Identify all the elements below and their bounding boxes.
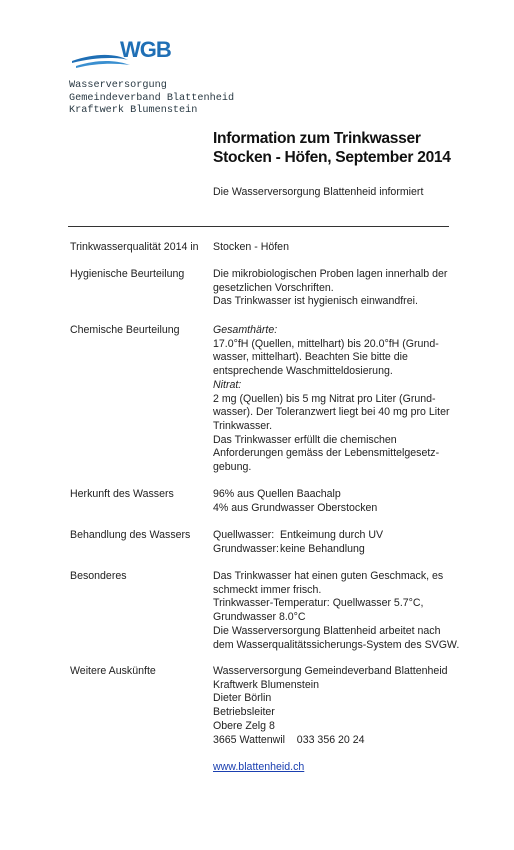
text-line: Anforderungen gemäss der Lebensmittelgesetz-: [213, 447, 440, 460]
text-line: Das Trinkwasser erfüllt die chemischen: [213, 433, 397, 446]
text-line: Kraftwerk Blumenstein: [213, 678, 319, 691]
text-line: 4% aus Grundwasser Oberstocken: [213, 501, 378, 514]
text-line: Dieter Börlin: [213, 692, 272, 705]
label-treatment: Behandlung des Wassers: [70, 529, 191, 541]
text-line: entsprechende Waschmitteldosierung.: [213, 365, 393, 378]
text-line: gebung.: [213, 461, 252, 474]
label-origin: Herkunft des Wassers: [70, 488, 174, 500]
value-quality-location: [213, 241, 289, 255]
text-line: 2 mg (Quellen) bis 5 mg Nitrat pro Liter (Grund-: [213, 392, 436, 405]
website-link[interactable]: www.blattenheid.ch: [213, 761, 305, 773]
title-line: Information zum Trinkwasser: [213, 130, 421, 147]
org-line: Kraftwerk Blumenstein: [69, 105, 198, 117]
value-hygiene: [213, 268, 447, 309]
text-line: wasser). Der Toleranzwert liegt bei 40 mg pro Liter: [213, 406, 450, 419]
svg-text:WGB: WGB: [120, 37, 171, 62]
text-line: schmeckt immer frisch.: [213, 583, 322, 596]
treatment-row: [213, 529, 383, 543]
treatment-value: Entkeimung durch UV: [280, 529, 384, 541]
wgb-logo: [70, 35, 190, 75]
hardness-heading: Gesamthärte:: [213, 324, 278, 336]
label-contact: Weitere Auskünfte: [70, 665, 156, 677]
title-line: Stocken - Höfen, September 2014: [213, 149, 451, 166]
text-line: Das Trinkwasser ist hygienisch einwandfrei.: [213, 295, 418, 308]
organisation-block: [69, 80, 234, 118]
text-line: Obere Zelg 8: [213, 719, 275, 732]
text-line: 96% aus Quellen Baachalp: [213, 488, 341, 500]
value-chemical: [213, 324, 450, 475]
text-line: Stocken - Höfen: [213, 241, 289, 253]
text-line: Trinkwasser.: [213, 419, 273, 432]
divider: [68, 226, 449, 227]
label-quality-location: Trinkwasserqualität 2014 in: [70, 241, 199, 253]
text-line: Betriebsleiter: [213, 706, 275, 719]
org-line: Gemeindeverband Blattenheid: [69, 92, 235, 104]
text-line: 17.0°fH (Quellen, mittelhart) bis 20.0°fH (Grund-: [213, 337, 439, 350]
value-special: [213, 570, 459, 652]
label-chemical: Chemische Beurteilung: [70, 324, 180, 336]
text-line: dem Wasserqualitätssicherungs-System des SVGW.: [213, 638, 460, 651]
text-line: wasser, mittelhart). Beachten Sie bitte die: [213, 351, 408, 364]
document-title: [213, 129, 451, 167]
value-origin: [213, 488, 377, 515]
text-line: Die mikrobiologischen Proben lagen innerhalb der: [213, 268, 448, 280]
treatment-value: keine Behandlung: [280, 542, 365, 555]
text-line: Wasserversorgung Gemeindeverband Blattenheid: [213, 665, 448, 677]
treatment-key: Grundwasser:: [213, 542, 279, 555]
text-line: 3665 Wattenwil 033 356 20 24: [213, 733, 365, 746]
text-line: gesetzlichen Vorschriften.: [213, 281, 334, 294]
label-hygiene: Hygienische Beurteilung: [70, 268, 185, 280]
value-treatment: [213, 529, 383, 556]
nitrate-heading: Nitrat:: [213, 378, 242, 391]
value-contact: [213, 665, 448, 747]
label-special: Besonderes: [70, 570, 127, 582]
text-line: Das Trinkwasser hat einen guten Geschmack, es: [213, 570, 444, 582]
treatment-key: Quellwasser:: [213, 529, 275, 541]
text-line: Die Wasserversorgung Blattenheid arbeitet nach: [213, 624, 441, 637]
treatment-row: [213, 543, 383, 557]
text-line: Trinkwasser-Temperatur: Quellwasser 5.7°C,: [213, 597, 424, 610]
text-line: Grundwasser 8.0°C: [213, 611, 306, 624]
org-line: Wasserversorgung: [69, 80, 167, 91]
document-subtitle: Die Wasserversorgung Blattenheid informiert: [213, 186, 424, 198]
